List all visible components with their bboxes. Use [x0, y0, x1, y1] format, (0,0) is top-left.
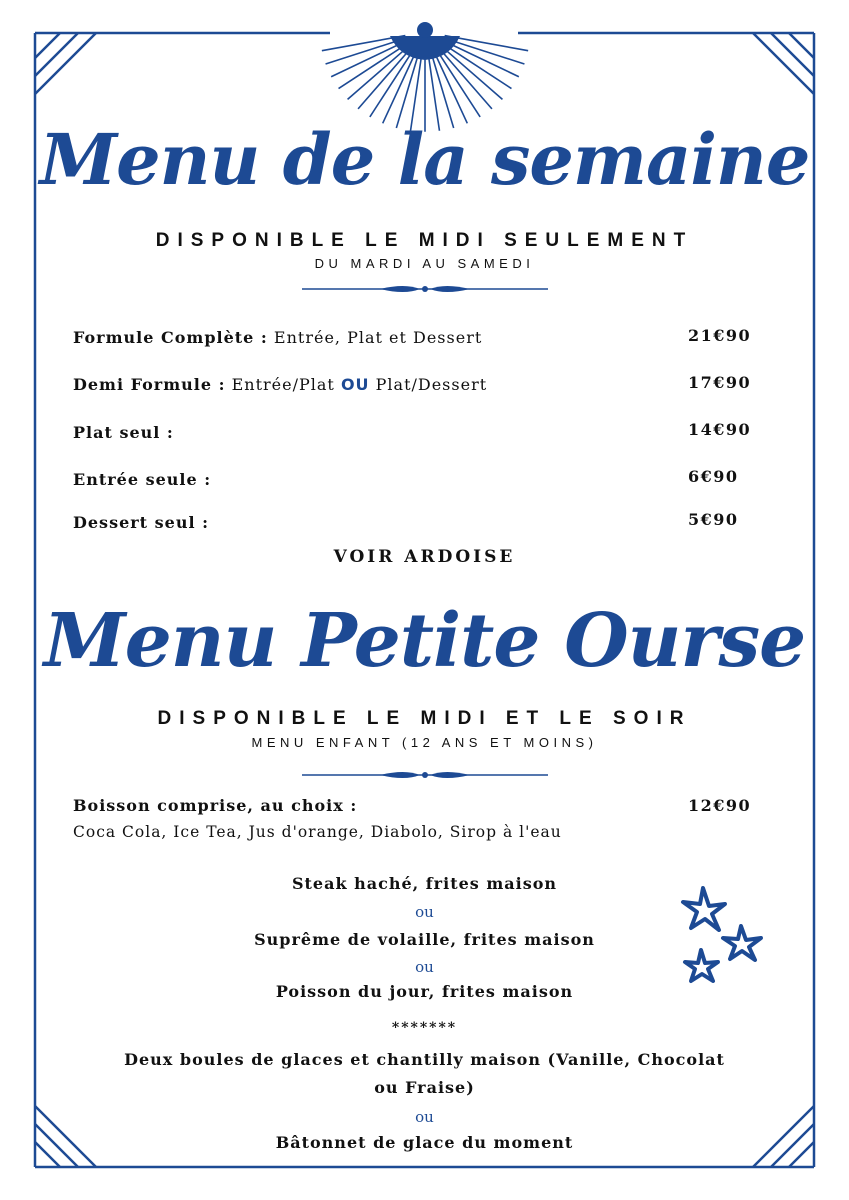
main-option-3: Poisson du jour, frites maison [275, 982, 574, 1001]
demi-formule-desc-after: Plat/Dessert [375, 375, 488, 394]
menu-petite-ourse-availability: DISPONIBLE LE MIDI ET LE SOIR [157, 708, 692, 729]
dessert-line-1: Deux boules de glaces et chantilly maison (Vanille, Chocolat [124, 1050, 725, 1069]
formule-complete-price: 21€90 [688, 326, 752, 345]
sunburst-icon [320, 18, 530, 133]
or-separator: ou [415, 958, 434, 976]
stars-icon [675, 880, 775, 990]
voir-ardoise-note: VOIR ARDOISE [333, 547, 516, 567]
menu-petite-ourse-audience: MENU ENFANT (12 ANS ET MOINS) [251, 735, 598, 750]
menu-petite-ourse-title: Menu Petite Ourse [43, 598, 806, 684]
demi-formule-name: Demi Formule : [73, 375, 226, 394]
menu-semaine-title: Menu de la semaine [39, 118, 810, 201]
dessert-seul-name: Dessert seul : [73, 513, 210, 532]
formule-complete-desc: Entrée, Plat et Dessert [273, 328, 483, 347]
plat-seul-row [73, 423, 174, 442]
main-option-2: Suprême de volaille, frites maison [254, 930, 595, 949]
dessert-line-2: ou Fraise) [374, 1078, 475, 1097]
drink-label-row [73, 796, 357, 815]
drink-label: Boisson comprise, au choix : [73, 796, 358, 815]
menu-semaine-availability: DISPONIBLE LE MIDI SEULEMENT [155, 230, 694, 251]
demi-formule-price: 17€90 [688, 373, 752, 392]
plat-seul-price: 14€90 [688, 420, 752, 439]
formule-complete-row [73, 328, 482, 347]
main-option-1: Steak haché, frites maison [291, 874, 558, 893]
formule-complete-name: Formule Complète : [73, 328, 268, 347]
demi-formule-or: OU [340, 375, 370, 394]
demi-formule-row [73, 375, 487, 394]
dessert-seul-row [73, 513, 209, 532]
or-separator: ou [415, 903, 434, 921]
divider-ornament [300, 768, 550, 782]
entree-seule-row [73, 470, 211, 489]
or-separator: ou [415, 1108, 434, 1126]
divider-ornament [300, 282, 550, 296]
drinks-list: Coca Cola, Ice Tea, Jus d'orange, Diabolo, Sirop à l'eau [73, 823, 562, 841]
plat-seul-name: Plat seul : [73, 423, 174, 442]
drink-price: 12€90 [688, 796, 752, 815]
menu-semaine-days: DU MARDI AU SAMEDI [314, 256, 535, 271]
entree-seule-name: Entrée seule : [73, 470, 212, 489]
demi-formule-desc-before: Entrée/Plat [231, 375, 335, 394]
entree-seule-price: 6€90 [688, 467, 739, 486]
dessert-seul-price: 5€90 [688, 510, 739, 529]
dessert-alternative: Bâtonnet de glace du moment [275, 1133, 574, 1152]
asterisk-separator: ******* [391, 1020, 458, 1036]
